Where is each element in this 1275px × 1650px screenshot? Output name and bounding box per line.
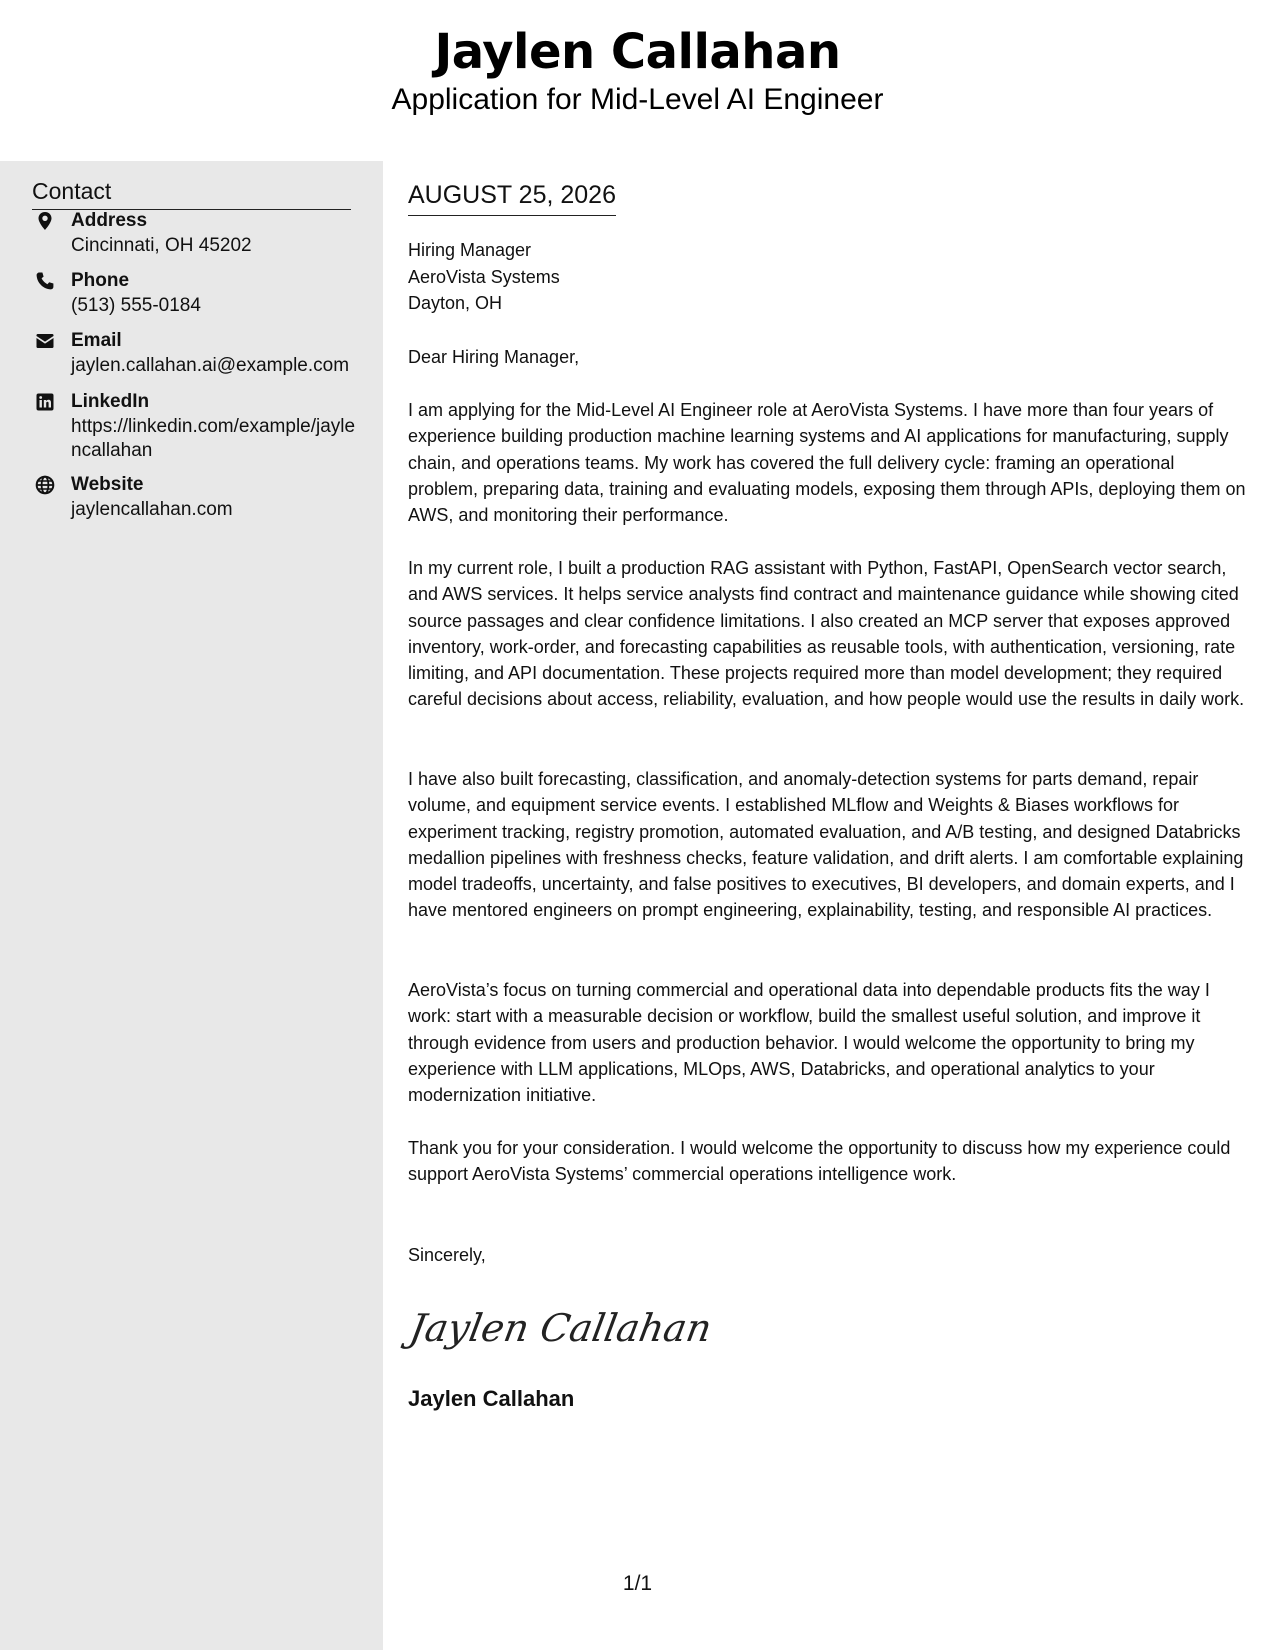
recipient-line: Hiring Manager <box>408 240 532 260</box>
email-value[interactable]: jaylen.callahan.ai@example.com <box>71 355 350 376</box>
letter-date: AUGUST 25, 2026 <box>408 179 616 216</box>
linkedin-icon <box>35 392 55 412</box>
contact-label: Phone <box>71 270 130 291</box>
envelope-icon <box>35 331 55 351</box>
body-paragraph: I have also built forecasting, classification, and anomaly-detection systems for parts demand, repair volume, and equipment service events. I established MLflow and Weights & Biases workflows for experiment tracking, registry promotion, automated evaluation, and A/B testing, and designed Databricks medallion pipelines with freshness checks, feature validation, and drift alerts. I am comfortable explaining model tradeoffs, uncertainty, and false positives to executives, BI developers, and domain experts, and I have mentored engineers on prompt engineering, explainability, testing, and responsible AI practices. <box>408 769 1244 921</box>
page-number: 1/1 <box>622 1572 653 1595</box>
signer-name: Jaylen Callahan <box>408 1386 575 1411</box>
body-paragraph: I am applying for the Mid-Level AI Engineer role at AeroVista Systems. I have more than four years of experience building production machine learning systems and AI applications for manufacturing, supply chain, and operations teams. My work has covered the full delivery cycle: framing an operational problem, preparing data, training and evaluating models, exposing them through APIs, deploying them on AWS, and monitoring their performance. <box>408 400 1246 526</box>
contact-label: Email <box>71 330 122 351</box>
phone-icon <box>35 271 55 291</box>
map-pin-icon <box>35 211 55 231</box>
contact-sidebar <box>0 161 383 1650</box>
application-subtitle: Application for Mid-Level AI Engineer <box>391 83 884 116</box>
applicant-name: Jaylen Callahan <box>434 24 841 80</box>
contact-heading: Contact <box>32 175 351 210</box>
contact-label: Website <box>71 474 144 495</box>
contact-label: Address <box>71 210 148 231</box>
address-value: Cincinnati, OH 45202 <box>71 235 252 256</box>
letter-header <box>0 0 1275 161</box>
globe-icon <box>35 475 55 495</box>
recipient-block <box>408 237 560 317</box>
body-paragraph: AeroVista’s focus on turning commercial and operational data into dependable products fits the way I work: start with a measurable decision or workflow, build the smallest useful solution, and improve it through evidence from users and production behavior. I would welcome the opportunity to bring my experience with LLM applications, MLOps, AWS, Databricks, and operational analytics to your modernization initiative. <box>408 980 1210 1106</box>
salutation: Dear Hiring Manager, <box>408 347 580 367</box>
signature-image <box>406 1296 715 1360</box>
recipient-line: Dayton, OH <box>408 293 503 313</box>
contact-label: LinkedIn <box>71 391 150 412</box>
body-paragraph: Thank you for your consideration. I would welcome the opportunity to discuss how my experience could support AeroVista Systems’ commercial operations intelligence work. <box>408 1138 1231 1185</box>
signature-script: Jaylen Callahan <box>406 1306 715 1351</box>
recipient-line: AeroVista Systems <box>408 266 560 287</box>
closing: Sincerely, <box>408 1245 486 1265</box>
body-paragraph: In my current role, I built a production RAG assistant with Python, FastAPI, OpenSearch vector search, and AWS services. It helps service analysts find contract and maintenance guidance while showing cited source passages and clear confidence limitations. I also created an MCP server that exposes approved inventory, work-order, and forecasting capabilities as reusable tools, with authentication, versioning, rate limiting, and API documentation. These projects required more than model development; they required careful decisions about access, reliability, evaluation, and how people would use the results in daily work. <box>408 558 1245 710</box>
linkedin-value[interactable]: https://linkedin.com/example/jaylencallahan <box>71 416 356 461</box>
phone-value: (513) 555-0184 <box>71 295 201 316</box>
website-value[interactable]: jaylencallahan.com <box>71 499 233 520</box>
